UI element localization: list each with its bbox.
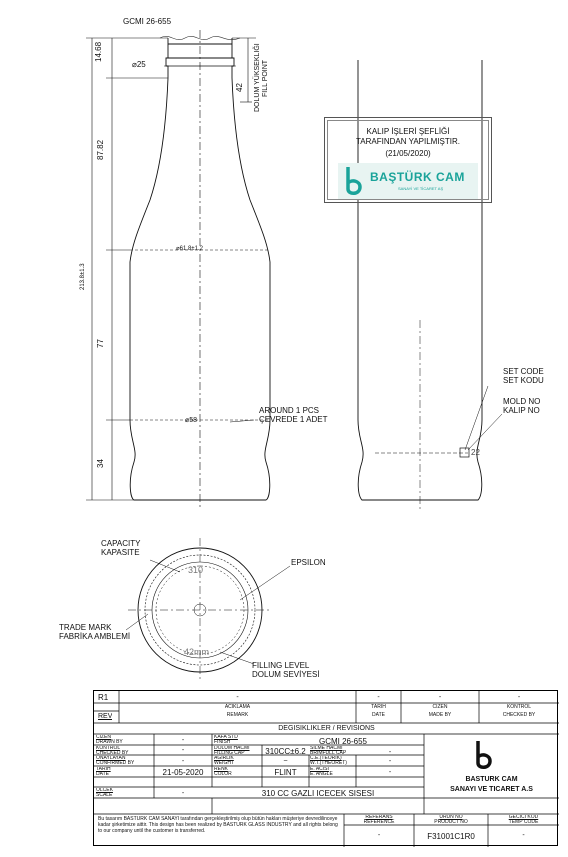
stamp-logo-name: BAŞTÜRK CAM (370, 170, 465, 184)
rev-dash-4: - (517, 694, 521, 701)
rev-dash-1: - (236, 694, 239, 701)
weight-value: ~ (283, 758, 288, 765)
product-no-value: F31001C1R0 (427, 832, 475, 841)
reference-value: - (377, 832, 381, 839)
mold-no-tr: KALIP NO (503, 406, 540, 415)
checked-by-value: - (181, 747, 185, 754)
around-label-en: AROUND 1 PCS (259, 406, 320, 415)
date-label: TARIH DATE (96, 767, 111, 777)
stamp-line-1: KALIP İŞLERİ ŞEFLİĞİ (366, 127, 450, 136)
confirmed-by-value: - (181, 758, 185, 765)
rev-dash-3: - (438, 694, 442, 701)
angle-value: - (388, 769, 392, 776)
rev-header-control-tr: KONTROL (506, 704, 532, 710)
fill-cap-value: 310CC±6.2 (265, 747, 306, 756)
product-title: 310 CC GAZLI ICECEK SISESI (261, 789, 375, 798)
rev-header-remark-tr: ACIKLAMA (224, 704, 251, 710)
angle-label: E. ACISI E. ANGLE (310, 767, 333, 777)
stamp-logo-sub: SANAYİ VE TİCARET AŞ (398, 186, 444, 191)
company-logo-icon (472, 739, 496, 771)
color-label: RENK COLOR (214, 767, 232, 777)
rev-dash-2: - (377, 694, 380, 701)
base-fill-mark: 42mm (184, 647, 210, 657)
fill-cap-label: DOLUM HACMI FILLING CAP (214, 746, 250, 756)
filling-level-tr: DOLUM SEVİYESİ (252, 670, 320, 679)
rev-header-rev: REV (98, 713, 113, 720)
dim-total-height: 213.8±1.3 (80, 263, 86, 290)
dim-body-height: 77 (96, 339, 105, 348)
wt-theoret-value: - (388, 758, 392, 765)
brimfull-label: SILME HACMI BRIMFULL CAP (310, 746, 347, 756)
finish-label: GCMI 26-655 (123, 17, 172, 26)
rev-header-made-en: MADE BY (428, 712, 452, 718)
confirmed-by-label: ONAYLAYAN CONFIRMED BY (96, 756, 135, 766)
company-sub: SANAYI VE TICARET A.S (450, 786, 533, 793)
capacity-label-en: CAPACITY (101, 539, 141, 548)
capacity-label-tr: KAPASITE (101, 548, 140, 557)
dim-shoulder-height: 87.82 (96, 139, 105, 160)
fill-point-tr: DOLUM YÜKSEKLIĞI (254, 43, 261, 112)
dim-body-diameter: ⌀61.8±1.2 (176, 246, 203, 252)
finish-std-label: KAFA STD FINISH (214, 735, 238, 745)
wt-theoret-label: C.E.(TEORIK) W.T.(THEORET) (310, 756, 347, 766)
rev-header-date-en: DATE (372, 712, 385, 718)
mold-no-en: MOLD NO (503, 397, 541, 406)
dim-base-diameter: ⌀58 (185, 417, 198, 424)
rev-r1: R1 (98, 693, 109, 702)
dim-fill-point: 42 (235, 83, 244, 92)
trade-mark-tr: FABRİKA AMBLEMİ (59, 632, 131, 641)
stamp-logo (338, 163, 478, 199)
finish-std-value: GCMI 26-655 (318, 737, 368, 746)
weight-label: AGIRLIK WEIGHT (214, 756, 234, 766)
rev-header-made-tr: CIZEN (432, 704, 448, 710)
stamp-line-3: (21/05/2020) (385, 149, 431, 158)
trade-mark-en: TRADE MARK (59, 623, 112, 632)
drawn-by-value: - (181, 737, 185, 744)
rev-header-control-en: CHECKED BY (502, 712, 536, 718)
company-logo-icon (342, 165, 366, 197)
date-value: 21-05-2020 (162, 768, 204, 777)
rev-header-date-tr: TARIH (371, 704, 386, 710)
base-capacity-mark: 310 (188, 565, 204, 575)
side-dim: 22 (471, 448, 480, 457)
product-no-label: URUN NO PRODUCT NO (434, 815, 468, 825)
brimfull-value: - (388, 749, 392, 756)
temp-code-label: GECICI KOD TEMP CODE (508, 815, 539, 825)
rev-header-remark-en: REMARK (226, 712, 249, 718)
fill-point-en: FILL POINT (262, 59, 269, 97)
color-value: FLINT (274, 768, 297, 777)
dim-base-height: 34 (96, 459, 105, 468)
title-block (93, 690, 558, 846)
reference-label: REFERANS REFERENCE (363, 815, 395, 825)
copyright-notice: Bu tasarım BASTURK CAM SANAYİ tarafından gerçekleştirilmiş olup bütün hakları müşteriye devredilinceye kadar şirketimize aittir. This design has been realized by BASTURK GLASS INDUSTRY and all rights belong to our company until the customer is transferred. (98, 816, 338, 834)
revisions-heading: DEGISIKLIKLER / REVISIONS (278, 725, 375, 732)
dim-neck-diameter: ⌀25 (132, 60, 146, 69)
checked-by-label: KONTROL CHECKED BY (96, 746, 129, 756)
scale-value: - (181, 790, 185, 797)
company-name: BASTURK CAM (465, 776, 518, 783)
set-code-en: SET CODE (503, 367, 544, 376)
around-label-tr: ÇEVREDE 1 ADET (259, 415, 328, 424)
dim-top-height: 14.68 (94, 41, 103, 62)
stamp-line-2: TARAFINDAN YAPILMIŞTIR. (355, 137, 460, 146)
drawn-by-label: CIZEN DRAWN BY (96, 735, 123, 745)
temp-code-value: - (522, 832, 525, 839)
filling-level-en: FILLING LEVEL (252, 661, 310, 670)
set-code-tr: SET KODU (503, 376, 544, 385)
scale-label: OLCEK SCALE (96, 788, 113, 798)
epsilon-label: EPSILON (291, 558, 326, 567)
